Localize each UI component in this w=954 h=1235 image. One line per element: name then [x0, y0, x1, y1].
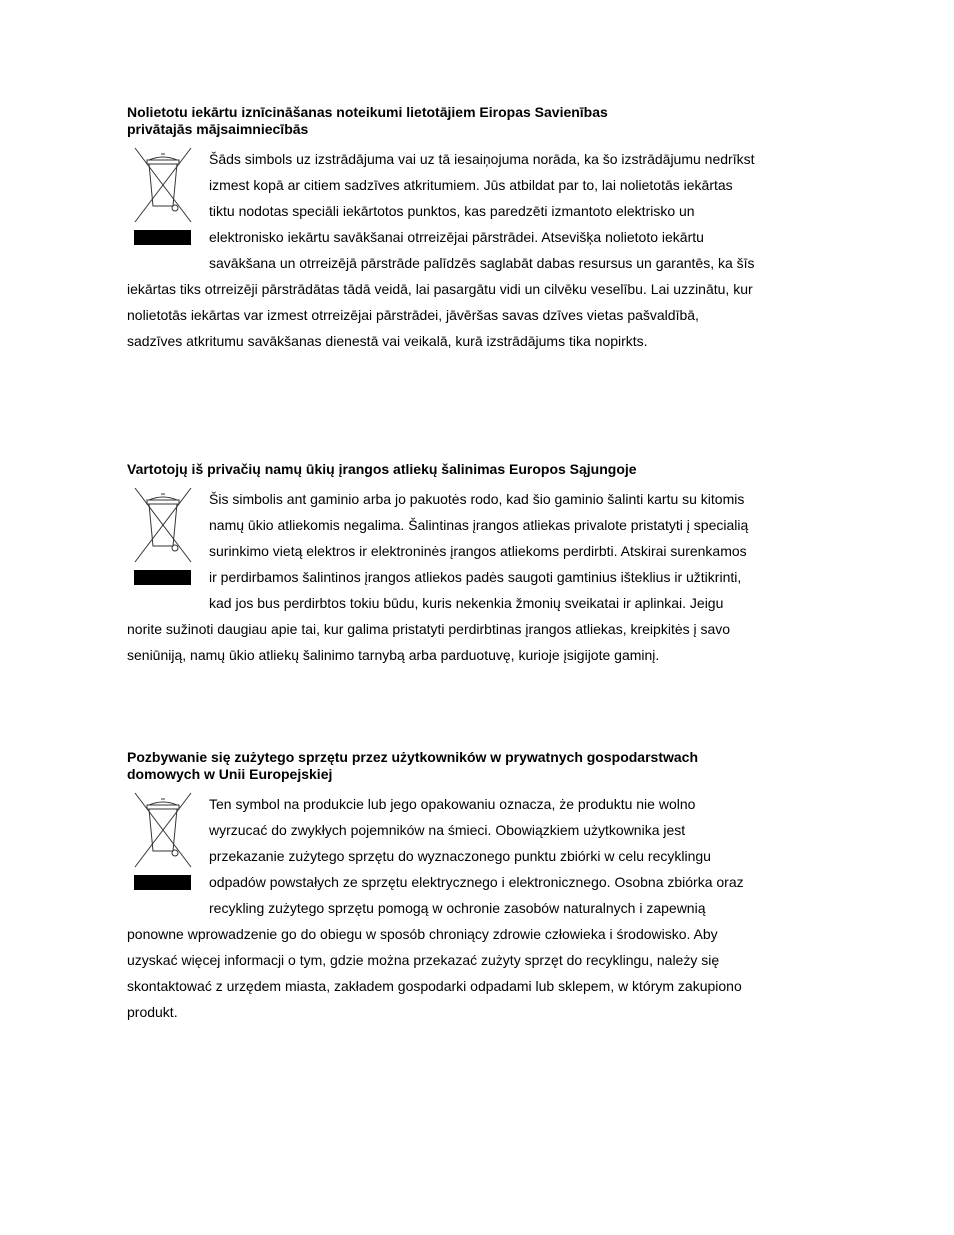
weee-symbol	[127, 146, 191, 256]
section-body	[127, 146, 757, 354]
section-text: Šis simbolis ant gaminio arba jo pakuotės rodo, kad šio gaminio šalinti kartu su kitomis namų ūkio atliekomis negalima. Šalintinas įrangos atliekas privalote pristatyti į specialią surinkimo vietą elektros ir elektroninės įrangos atliekoms perdirbti. Atskirai surenkamos ir perdirbamos šalintinos įrangos atliekos padės saugoti gamtinius išteklius ir užtikrinti, kad jos bus perdirbtos tokiu būdu, kuris nekenkia žmonių sveikatai ir aplinkai. Jeigu norite sužinoti daugiau apie tai, kur galima pristatyti perdirbtinas įrangos atliekas, kreipkitės į savo seniūniją, namų ūkio atliekų šalinimo tarnybą arba parduotuvę, kurioje įsigijote gaminį.	[127, 491, 749, 663]
section-body	[127, 486, 757, 668]
section-body	[127, 791, 757, 1025]
weee-symbol	[127, 791, 191, 901]
heading-line-1: Vartotojų iš privačių namų ūkių įrangos atliekų šalinimas Europos Sąjungoje	[127, 461, 637, 477]
heading-line-1: Pozbywanie się zużytego sprzętu przez użytkowników w prywatnych gospodarstwach	[127, 749, 698, 765]
section-text: Šāds simbols uz izstrādājuma vai uz tā iesaiņojuma norāda, ka šo izstrādājumu nedrīkst izmest kopā ar citiem sadzīves atkritumiem. Jūs atbildat par to, lai nolietotās iekārtas tiktu nodotas speciāli iekārtotos punktos, kas paredzēti izmantoto elektrisko un elektronisko iekārtu savākšanai otrreizējai pārstrādei. Atsevišķa nolietoto iekārtu savākšana un otrreizējā pārstrāde palīdzēs saglabāt dabas resursus un garantēs, ka šīs iekārtas tiks otrreizēji pārstrādātas tādā veidā, lai pasargātu vidi un cilvēku veselību. Lai uzzinātu, kur nolietotās iekārtas var izmest otrreizējai pārstrādei, jāvēršas savas dzīves vietas pašvaldībā, sadzīves atkritumu savākšanas dienestā vai veikalā, kurā izstrādājums tika nopirkts.	[127, 151, 755, 349]
heading-line-2: domowych w Unii Europejskiej	[127, 766, 333, 782]
heading-line-2: privātajās mājsaimniecībās	[127, 121, 309, 137]
crossed-out-wheeled-bin-icon	[133, 486, 193, 566]
section-polish	[127, 749, 757, 1025]
section-lithuanian	[127, 461, 757, 668]
crossed-out-wheeled-bin-icon	[133, 791, 193, 871]
section-heading	[127, 461, 757, 478]
crossed-out-wheeled-bin-icon	[133, 146, 193, 226]
weee-bar	[134, 230, 191, 245]
heading-line-1: Nolietotu iekārtu iznīcināšanas noteikumi lietotājiem Eiropas Savienības	[127, 104, 608, 120]
section-heading	[127, 749, 757, 783]
weee-symbol	[127, 486, 191, 596]
weee-bar	[134, 875, 191, 890]
section-heading	[127, 104, 757, 138]
section-text: Ten symbol na produkcie lub jego opakowaniu oznacza, że produktu nie wolno wyrzucać do zwykłych pojemników na śmieci. Obowiązkiem użytkownika jest przekazanie zużytego sprzętu do wyznaczonego punktu zbiórki w celu recyklingu odpadów powstałych ze sprzętu elektrycznego i elektronicznego. Osobna zbiórka oraz recykling zużytego sprzętu pomogą w ochronie zasobów naturalnych i zapewnią ponowne wprowadzenie go do obiegu w sposób chroniący zdrowie człowieka i środowisko. Aby uzyskać więcej informacji o tym, gdzie można przekazać zużyty sprzęt do recyklingu, należy się skontaktować z urzędem miasta, zakładem gospodarki odpadami lub sklepem, w którym zakupiono produkt.	[127, 796, 744, 1020]
section-latvian	[127, 104, 757, 354]
weee-bar	[134, 570, 191, 585]
